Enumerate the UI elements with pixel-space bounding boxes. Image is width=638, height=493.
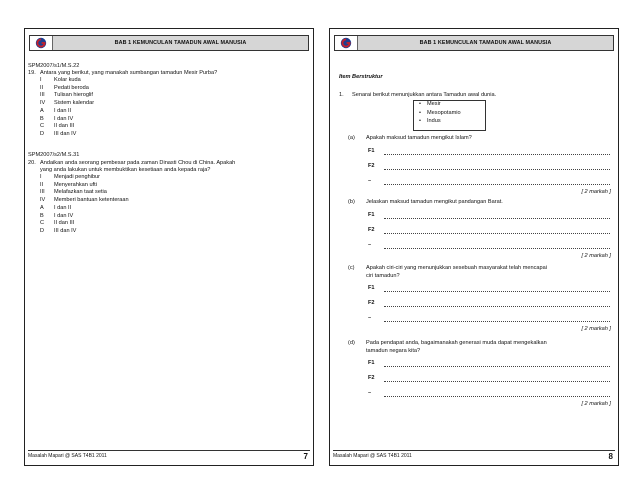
footer-text: Masalah Mapari @ SAS T4B1 2011 xyxy=(333,453,412,459)
dash-label: – xyxy=(368,315,372,321)
answer-line[interactable] xyxy=(384,375,610,382)
civilization-item: • Mesir xyxy=(427,101,441,108)
part-question: Jelaskan maksud tamadun mengikut pandangan Barat. xyxy=(366,199,503,205)
option-letter: D xyxy=(40,130,45,137)
part-label: (b) xyxy=(348,199,355,205)
part-label: (c) xyxy=(348,265,355,271)
page-number: 7 xyxy=(303,452,308,461)
school-logo xyxy=(337,37,355,49)
f2-label: F2 xyxy=(368,226,375,233)
option-text: I dan IV xyxy=(54,212,74,219)
page-footer xyxy=(28,450,310,462)
page-header xyxy=(334,35,614,51)
dash-label: – xyxy=(368,177,372,184)
statement-text: Memberi bantuan ketenteraan xyxy=(54,197,129,204)
option-text: II dan III xyxy=(54,220,75,227)
f1-label: F1 xyxy=(368,360,375,366)
part-question: tamadun negara kita? xyxy=(366,347,421,354)
statement-text: Sistem kalendar xyxy=(54,100,95,107)
q1-stem: Senarai berikut menunjukkan antara Tamadun awal dunia. xyxy=(352,92,497,98)
f2-label: F2 xyxy=(368,300,375,306)
statement-label: II xyxy=(40,84,44,91)
answer-line[interactable] xyxy=(384,300,610,307)
section-title: Item Berstruktur xyxy=(339,74,383,80)
statement-text: Pedati beroda xyxy=(54,84,89,91)
marks-label: [ 2 markah ] xyxy=(581,188,611,195)
statement-text: Menjadi penghibur xyxy=(54,174,101,180)
q20-number: 20. xyxy=(28,160,36,166)
answer-line[interactable] xyxy=(384,227,610,234)
marks-label: [ 2 markah ] xyxy=(581,401,611,407)
footer-text: Masalah Mapari @ SAS T4B1 2011 xyxy=(28,453,107,459)
answer-line[interactable] xyxy=(384,148,610,155)
page-left xyxy=(24,28,314,466)
f1-label: F1 xyxy=(368,211,375,218)
part-question: ciri tamadun? xyxy=(366,272,400,279)
option-text: III dan IV xyxy=(54,130,77,137)
part-label: (d) xyxy=(348,340,355,346)
statement-label: IV xyxy=(40,197,46,204)
option-letter: C xyxy=(40,123,45,130)
answer-line[interactable] xyxy=(384,242,610,249)
q19-number: 19. xyxy=(28,70,36,76)
statement-label: I xyxy=(40,174,42,180)
civilization-item: • Mesopotamio xyxy=(427,110,461,117)
option-letter: A xyxy=(40,107,44,114)
f1-label: F1 xyxy=(368,147,375,154)
answer-line[interactable] xyxy=(384,212,610,219)
q19-stem: Antara yang berikut, yang manakah sumbangan tamadun Mesir Purba? xyxy=(40,70,218,76)
answer-line[interactable] xyxy=(384,360,610,367)
q20-stem-line1: Andaikan anda seorang pembesar pada zaman Dinasti Chou di China. Apakah xyxy=(40,160,236,166)
option-letter: D xyxy=(40,227,45,234)
statement-text: Tulisan hieroglif xyxy=(54,92,93,99)
statement-label: III xyxy=(40,189,45,196)
f2-label: F2 xyxy=(368,162,375,169)
answer-line[interactable] xyxy=(384,315,610,322)
q20-stem-line2: yang anda lakukan untuk membuktikan kesetiaan anda kepada raja? xyxy=(40,167,211,173)
option-letter: C xyxy=(40,220,45,227)
header-title: BAB 1 KEMUNCULAN TAMADUN AWAL MANUSIA xyxy=(357,36,613,50)
page-header xyxy=(29,35,309,51)
part-question: Apakah maksud tamadun mengikut Islam? xyxy=(366,135,472,141)
q19-reference: SPM2007/s1/M.S.22 xyxy=(28,63,80,69)
dash-label: – xyxy=(368,241,372,248)
option-text: I dan II xyxy=(54,204,72,211)
marks-label: [ 2 markah ] xyxy=(581,326,611,332)
part-question: Apakah ciri-ciri yang menunjukkan sesebuah masyarakat telah mencapai xyxy=(366,265,547,271)
part-label: (a) xyxy=(348,135,355,141)
statement-text: Menyerahkan ufti xyxy=(54,181,97,188)
civilization-item: • Indus xyxy=(427,118,441,125)
option-letter: B xyxy=(40,115,44,122)
dash-label: – xyxy=(368,390,372,396)
marks-label: [ 2 markah ] xyxy=(581,252,611,259)
school-logo xyxy=(32,37,50,49)
statement-label: II xyxy=(40,181,44,188)
option-text: II dan III xyxy=(54,123,75,130)
option-text: III dan IV xyxy=(54,227,77,234)
page-footer xyxy=(333,450,615,462)
option-text: I dan IV xyxy=(54,115,74,122)
option-text: I dan II xyxy=(54,107,72,114)
option-letter: B xyxy=(40,212,44,219)
page-number: 8 xyxy=(608,452,613,461)
answer-line[interactable] xyxy=(384,163,610,170)
statement-text: Melafazkan taat setia xyxy=(54,189,107,196)
statement-label: III xyxy=(40,92,45,99)
answer-line[interactable] xyxy=(384,390,610,397)
q20-reference: SPM2007/s2/M.S.31 xyxy=(28,152,80,158)
q1-number: 1. xyxy=(339,92,344,98)
page-right xyxy=(329,28,619,466)
answer-line[interactable] xyxy=(384,178,610,185)
f2-label: F2 xyxy=(368,375,375,381)
option-letter: A xyxy=(40,204,44,211)
statement-label: IV xyxy=(40,100,46,107)
answer-line[interactable] xyxy=(384,285,610,292)
statement-label: I xyxy=(40,77,42,83)
f1-label: F1 xyxy=(368,285,375,291)
statement-text: Kolar kuda xyxy=(54,77,81,83)
header-title: BAB 1 KEMUNCULAN TAMADUN AWAL MANUSIA xyxy=(52,36,308,50)
part-question: Pada pendapat anda, bagaimanakah generasi muda dapat mengekalkan xyxy=(366,340,547,346)
